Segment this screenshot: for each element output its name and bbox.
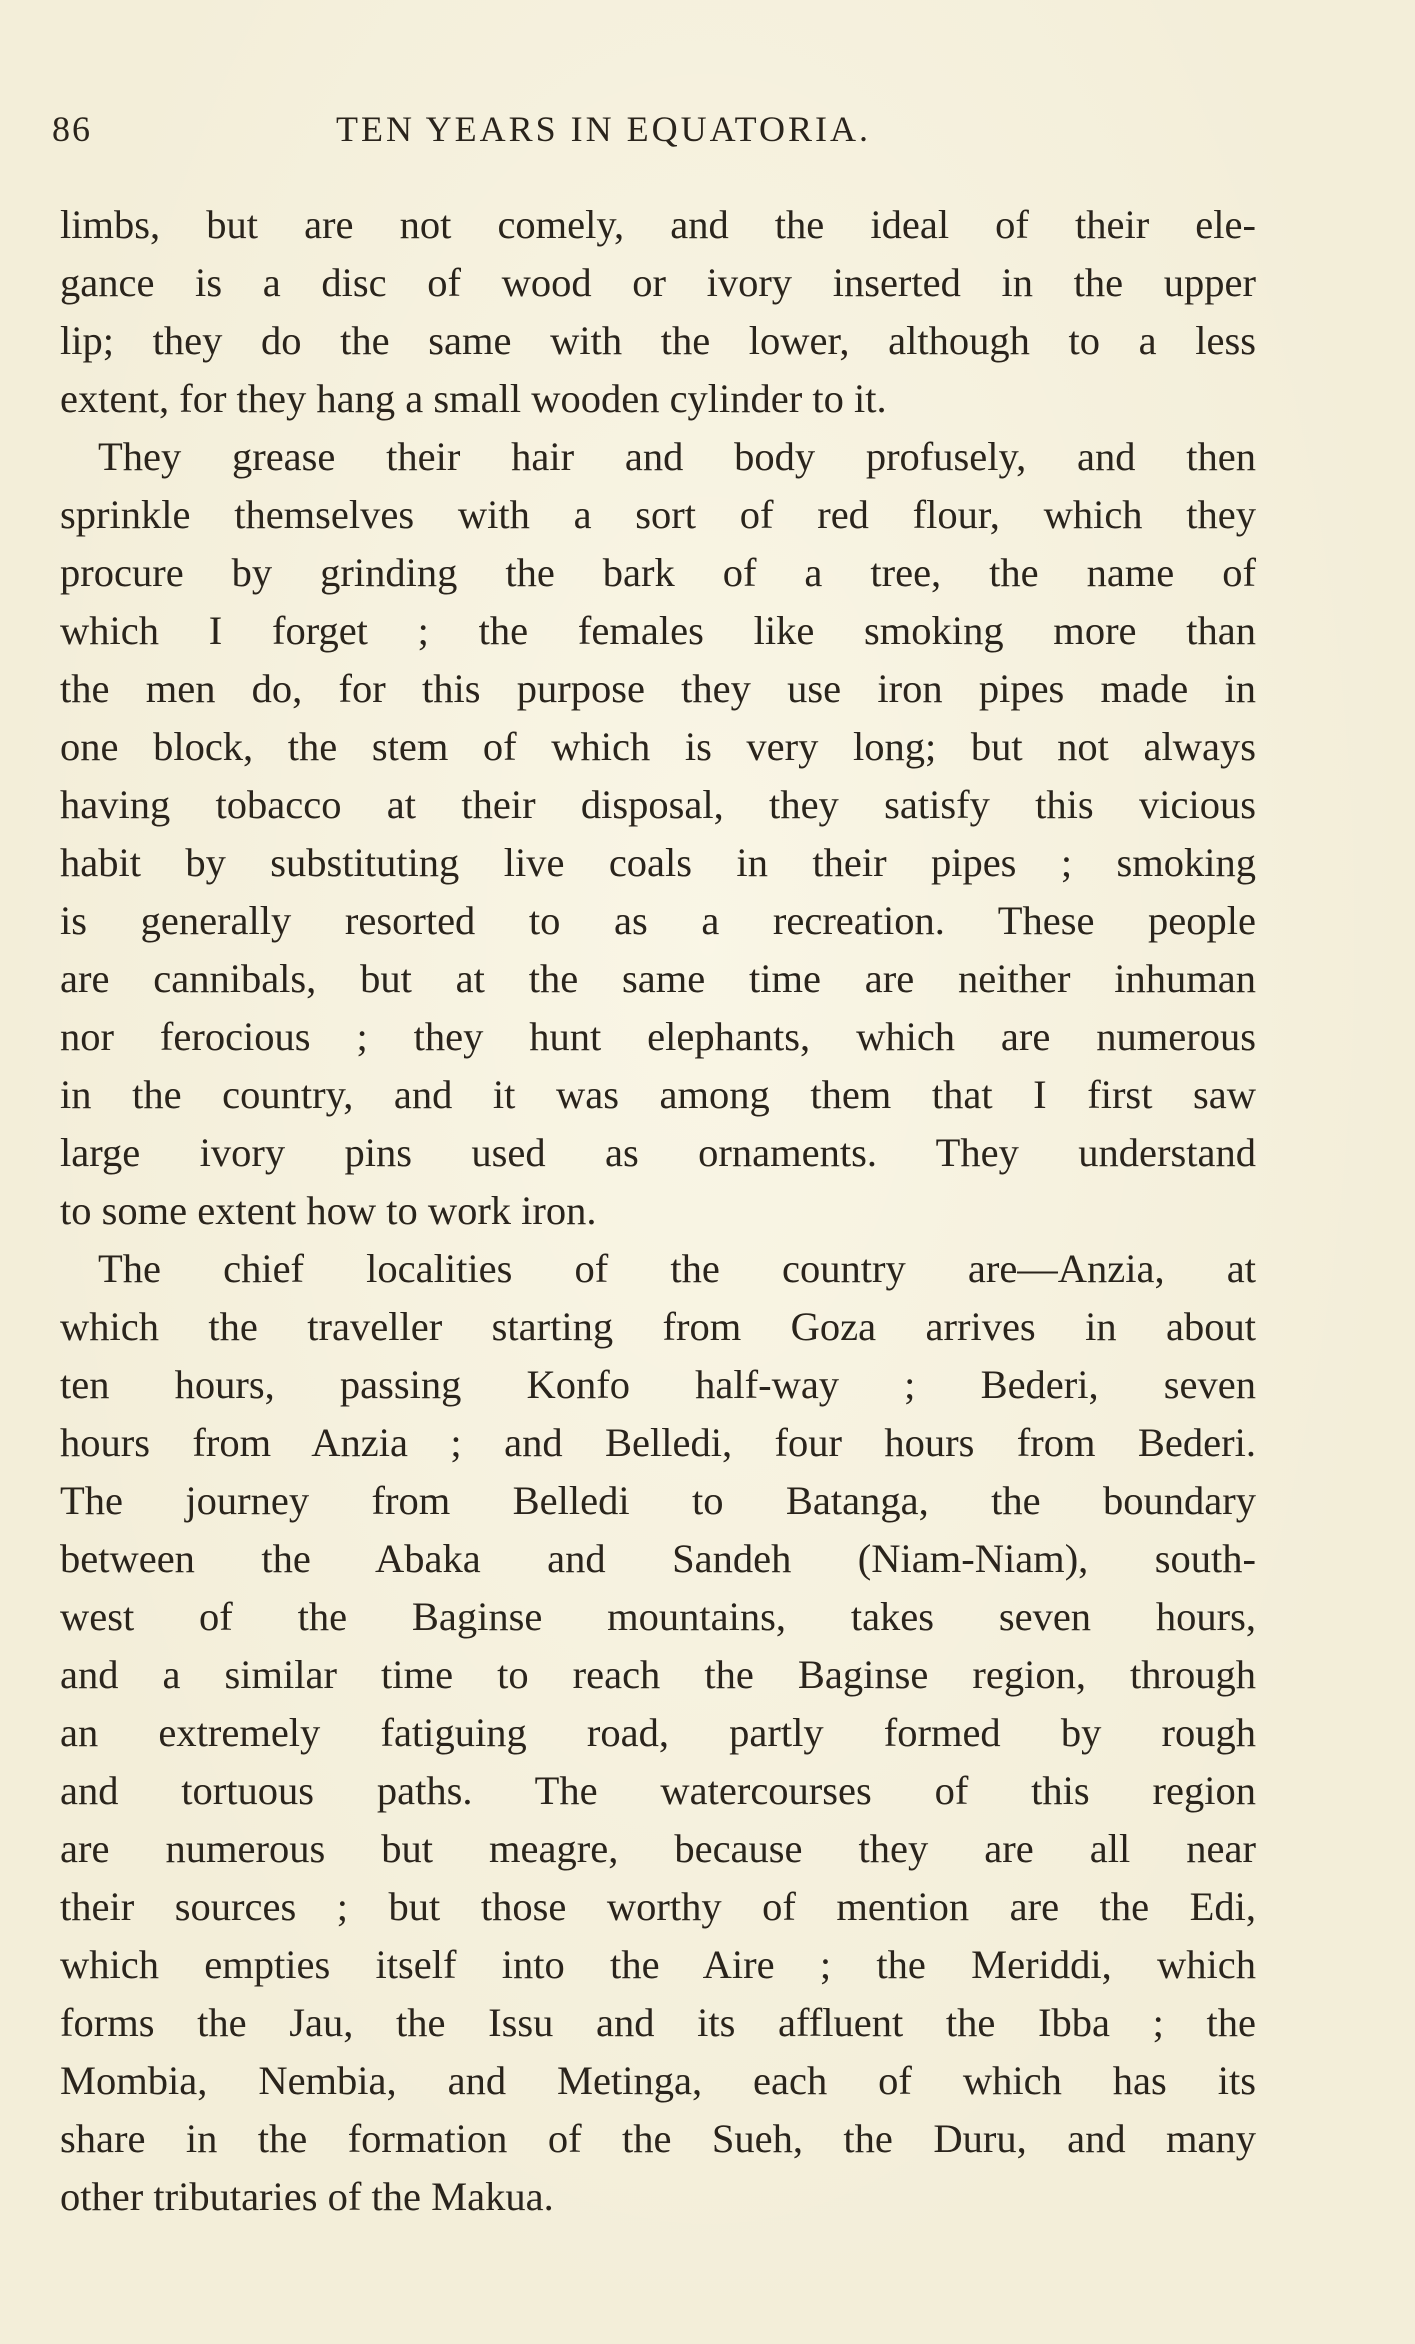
text-line: Mombia, Nembia, and Metinga, each of which has its xyxy=(60,2058,1256,2103)
text-line: other tributaries of the Makua. xyxy=(60,2174,554,2219)
text-line: are cannibals, but at the same time are neither inhuman xyxy=(60,956,1256,1001)
text-line: their sources ; but those worthy of mention are the Edi, xyxy=(60,1884,1256,1929)
running-head xyxy=(52,108,1252,158)
running-title: TEN YEARS IN EQUATORIA. xyxy=(336,109,871,149)
text-line: which empties itself into the Aire ; the Meriddi, which xyxy=(60,1942,1256,1987)
page-number: 86 xyxy=(52,109,92,149)
text-line: the men do, for this purpose they use iron pipes made in xyxy=(60,666,1256,711)
text-line: gance is a disc of wood or ivory inserted in the upper xyxy=(60,260,1256,305)
text-line: and a similar time to reach the Baginse region, through xyxy=(60,1652,1256,1697)
text-line: procure by grinding the bark of a tree, the name of xyxy=(60,550,1256,595)
text-line: an extremely fatiguing road, partly formed by rough xyxy=(60,1710,1256,1755)
text-line: lip; they do the same with the lower, although to a less xyxy=(60,318,1256,363)
text-line: between the Abaka and Sandeh (Niam-Niam), south- xyxy=(60,1536,1256,1581)
text-line: hours from Anzia ; and Belledi, four hours from Bederi. xyxy=(60,1420,1256,1465)
text-line: habit by substituting live coals in their pipes ; smoking xyxy=(60,840,1256,885)
text-line: extent, for they hang a small wooden cylinder to it. xyxy=(60,376,887,421)
text-line: limbs, but are not comely, and the ideal of their ele- xyxy=(60,202,1256,247)
text-line: forms the Jau, the Issu and its affluent the Ibba ; the xyxy=(60,2000,1256,2045)
body-text xyxy=(60,196,1256,2226)
text-line: which I forget ; the females like smoking more than xyxy=(60,608,1256,653)
text-line: is generally resorted to as a recreation. These people xyxy=(60,898,1256,943)
text-line: west of the Baginse mountains, takes seven hours, xyxy=(60,1594,1256,1639)
text-line: large ivory pins used as ornaments. They understand xyxy=(60,1130,1256,1175)
text-line: in the country, and it was among them that I first saw xyxy=(60,1072,1256,1117)
text-line: and tortuous paths. The watercourses of this region xyxy=(60,1768,1256,1813)
text-line: having tobacco at their disposal, they satisfy this vicious xyxy=(60,782,1256,827)
text-line: nor ferocious ; they hunt elephants, which are numerous xyxy=(60,1014,1256,1059)
text-line: They grease their hair and body profusely, and then xyxy=(98,434,1256,479)
text-line: share in the formation of the Sueh, the Duru, and many xyxy=(60,2116,1256,2161)
text-line: which the traveller starting from Goza arrives in about xyxy=(60,1304,1256,1349)
text-line: The chief localities of the country are—Anzia, at xyxy=(98,1246,1256,1291)
text-line: ten hours, passing Konfo half-way ; Bederi, seven xyxy=(60,1362,1256,1407)
text-line: sprinkle themselves with a sort of red flour, which they xyxy=(60,492,1256,537)
text-line: to some extent how to work iron. xyxy=(60,1188,597,1233)
text-line: The journey from Belledi to Batanga, the boundary xyxy=(60,1478,1256,1523)
text-line: are numerous but meagre, because they are all near xyxy=(60,1826,1256,1871)
text-line: one block, the stem of which is very long; but not always xyxy=(60,724,1256,769)
